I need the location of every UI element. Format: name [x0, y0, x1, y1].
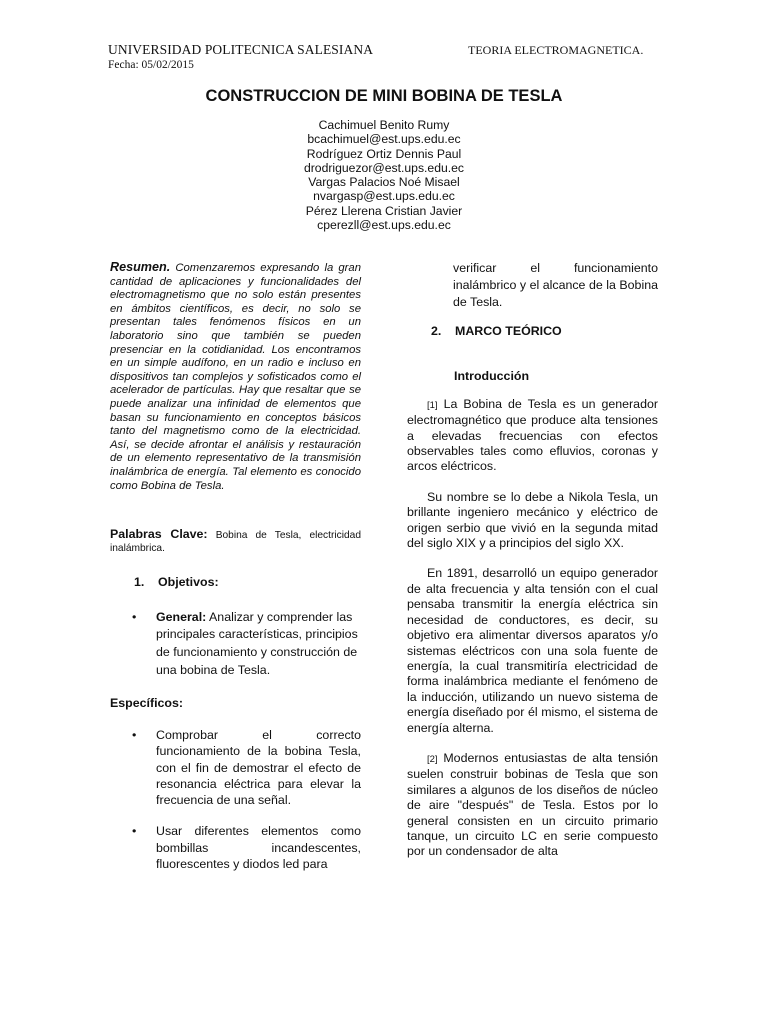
author-name: Pérez Llerena Cristian Javier [305, 203, 463, 218]
abstract [110, 261, 361, 493]
section-number: 1. [134, 575, 145, 590]
section-title: MARCO TEÓRICO [455, 324, 562, 338]
especifico-1-text: Comprobar el correcto funcionamiento de la bobina Tesla, con el fin de demostrar el efecto de resonancia eléctrica para elevar la frecuencia de una señal. [156, 728, 361, 808]
keywords-text: Bobina de Tesla, electricidad inalámbrica. [110, 530, 361, 554]
header-date: Fecha: 05/02/2015 [108, 59, 194, 71]
paragraph-1 [407, 397, 658, 475]
bullet-dot: • [132, 824, 137, 839]
paper-title: CONSTRUCCION DE MINI BOBINA DE TESLA [205, 87, 563, 105]
general-text: Analizar y comprender las principales características, principios de funcionamiento y construcción de una bobina de Tesla. [156, 609, 358, 678]
abstract-label: Resumen. [110, 260, 171, 274]
section-heading-marco [407, 324, 658, 339]
especifico-2-text: Usar diferentes elementos como bombillas incandescentes, fluorescentes y diodos led para [156, 824, 361, 871]
abstract-text: Comenzaremos expresando la gran cantidad de aplicaciones y funcionalidades del electromagnetismo que no solo están presentes en ámbitos científicos, es decir, no solo se presentan tales fenómenos físicos en un laboratorio sino que también se pueden presenciar en la cotidianidad. Los encontramos en un simple audífono, en un radio e incluso en dispositivos tan complejos y sofisticados como el acelerador de partículas. Hay que resaltar que se puede analizar una infinidad de elementos que basan su funcionamiento en conceptos básicos tanto del magnetismo como de la electricidad. Así, se decide afrontar el análisis y restauración de un elemento representativo de la transmisión inalámbrica de energía. Tal elemento es conocido como Bobina de Tesla. [110, 262, 361, 492]
general-label: General: [156, 609, 207, 624]
header-university: UNIVERSIDAD POLITECNICA SALESIANA [108, 42, 374, 57]
section-heading-objetivos [110, 575, 361, 590]
paragraph-3: En 1891, desarrolló un equipo generador de alta frecuencia y alta tensión con el cual pensaba transmitir la energía eléctrica sin necesidad de conductores, es decir, su objetivo era alimentar diversos aparatos y/o sistemas eléctricos con una sola fuente de energía, la cual transmitiría electricidad de forma inalámbrica mediante el fenómeno de la inducción, utilizando un nuevo sistema de energía diseñado por él mismo, el sistema de energía alterna. [407, 566, 658, 735]
author-email: bcachimuel@est.ups.edu.ec [307, 132, 461, 147]
section-title: Objetivos: [158, 575, 219, 590]
header-course: TEORIA ELECTROMAGNETICA. [468, 43, 644, 57]
left-column [110, 261, 361, 872]
bullet-dot: • [132, 728, 137, 743]
author-block [0, 118, 768, 232]
bullet-especifico-2 [110, 823, 361, 872]
citation-ref: [1] [427, 399, 438, 411]
author-email: drodriguezor@est.ups.edu.ec [303, 160, 465, 175]
author-email: nvargasp@est.ups.edu.ec [313, 189, 455, 204]
bullet-dot: • [132, 609, 137, 624]
citation-ref: [2] [427, 753, 438, 765]
author-email: cperezll@est.ups.edu.ec [317, 218, 451, 233]
bullet-general [110, 609, 361, 680]
keywords-label: Palabras Clave: [110, 527, 208, 542]
subheading-introduccion: Introducción [454, 369, 530, 384]
bullet-especifico-1 [110, 727, 361, 808]
paragraph-1-text: La Bobina de Tesla es un generador electromagnético que produce alta tensiones a elevadas frecuencias con efectos observables tales como efluvios, coronas y arcos eléctricos. [407, 396, 658, 474]
subheading-especificos: Específicos: [110, 695, 183, 710]
continuation-text: verificar el funcionamiento inalámbrico y el alcance de la Bobina de Tesla. [453, 261, 658, 309]
paragraph-4 [407, 751, 658, 860]
author-name: Rodríguez Ortiz Dennis Paul [306, 146, 462, 161]
right-column [407, 260, 658, 860]
paragraph-2: Su nombre se lo debe a Nikola Tesla, un brillante ingeniero mecánico y eléctrico de origen serbio que vivió en la segunda mitad del siglo XIX y a principios del siglo XX. [407, 489, 658, 551]
section-number: 2. [431, 324, 442, 338]
author-name: Cachimuel Benito Rumy [318, 118, 450, 132]
author-name: Vargas Palacios Noé Misael [308, 175, 460, 190]
keywords [110, 528, 361, 555]
paragraph-4-text: Modernos entusiastas de alta tensión suelen construir bobinas de Tesla que son similares a algunos de los diseños de núcleo de aire "después" de Tesla. Estos por lo general consisten en un circuito primario tanque, un circuito LC en serie compuesto por un condensador de alta [407, 750, 658, 859]
